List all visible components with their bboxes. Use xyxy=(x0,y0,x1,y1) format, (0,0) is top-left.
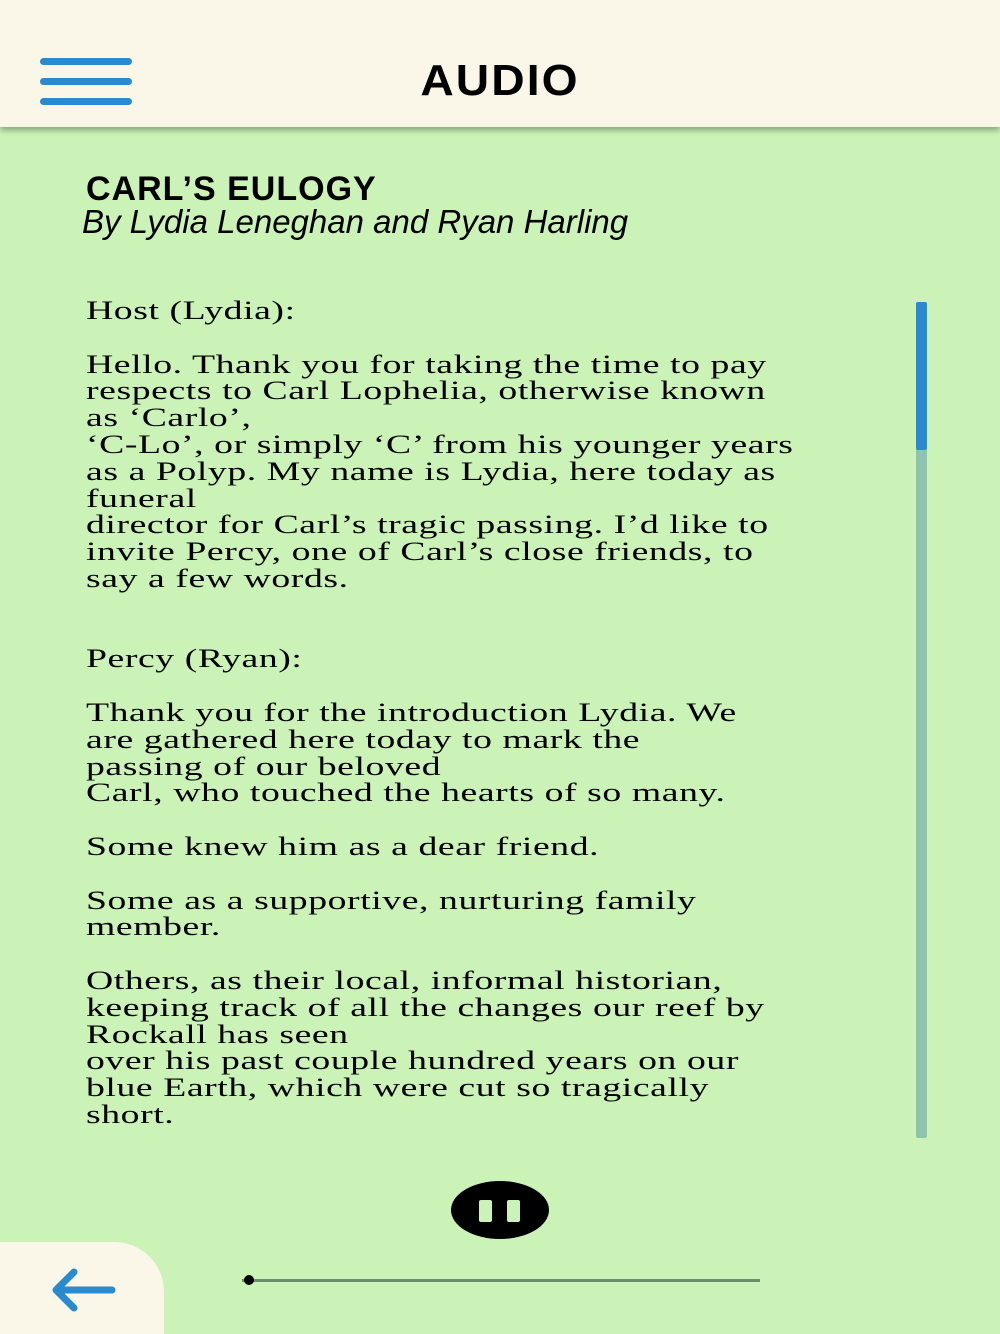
pause-icon-bar xyxy=(507,1200,520,1222)
episode-byline: By Lydia Leneghan and Ryan Harling xyxy=(82,203,629,240)
pause-icon xyxy=(479,1200,492,1222)
page-title: AUDIO xyxy=(420,56,580,105)
back-arrow-icon xyxy=(48,1268,118,1312)
progress-knob[interactable] xyxy=(244,1275,254,1285)
back-button[interactable] xyxy=(0,1242,164,1334)
header xyxy=(0,0,1000,127)
scrollbar[interactable] xyxy=(916,302,927,1138)
episode-title: CARL’S EULOGY xyxy=(86,170,377,208)
transcript-text: Host (Lydia): Hello. Thank you for taking the time to pay respects to Carl Lophelia, otherwise known as ‘Carlo’, ‘C-Lo’, or simply ‘C’ from his younger years as a Polyp. My name is Lydia, here today as funeral director for Carl’s tragic passing. I’d like to invite Percy, one of Carl’s close friends, to say a few words. Percy (Ryan): Thank you for the introduction Lydia. We are gathered here today to mark the passing of our beloved Carl, who touched the hearts of so many. Some knew him as a dear friend. Some as a supportive, nurturing family member. Others, as their local, informal historian, keeping track of all the changes our reef by Rockall has seen over his past couple hundred years on our blue Earth, which were cut so tragically short. xyxy=(86,296,794,1129)
scrollbar-thumb[interactable] xyxy=(916,302,927,450)
pause-button[interactable] xyxy=(451,1181,549,1239)
audio-progress-slider[interactable] xyxy=(242,1279,760,1282)
